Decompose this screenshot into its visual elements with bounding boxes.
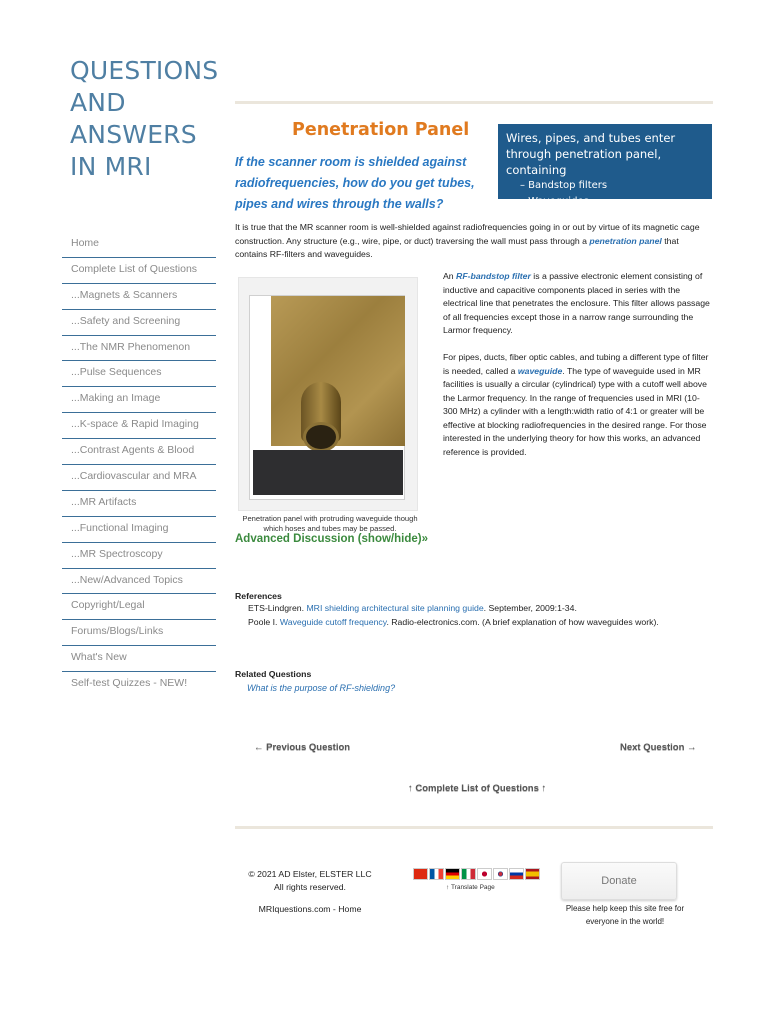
sidebar-item-quizzes[interactable]: Self-test Quizzes - NEW! bbox=[71, 677, 188, 690]
summary-bullet: – Bandstop filters bbox=[520, 180, 608, 191]
donate-note: Please help keep this site free for everyone in the world! bbox=[565, 904, 685, 926]
related-question-link[interactable]: What is the purpose of RF-shielding? bbox=[247, 683, 396, 693]
advanced-discussion-toggle[interactable]: Advanced Discussion (show/hide)» bbox=[235, 533, 428, 545]
summary-heading: Wires, pipes, and tubes enter through penetration panel, containing bbox=[506, 131, 676, 177]
sidebar-item-magnets[interactable]: ...Magnets & Scanners bbox=[62, 284, 216, 310]
penetration-panel-photo bbox=[238, 277, 418, 511]
reference-item: Poole I. Waveguide cutoff frequency. Radio-electronics.com. (A brief explanation of how waveguides work). bbox=[248, 617, 659, 627]
next-question-link[interactable]: Next Question → bbox=[620, 742, 697, 753]
sidebar-item-cardiovascular[interactable]: ...Cardiovascular and MRA bbox=[62, 465, 216, 491]
reference-link[interactable]: MRI shielding architectural site planning guide bbox=[306, 603, 484, 613]
sidebar-item-copyright[interactable]: Copyright/Legal bbox=[62, 594, 216, 620]
waveguide-link[interactable]: waveguide bbox=[517, 365, 563, 376]
sidebar-item-functional[interactable]: ...Functional Imaging bbox=[62, 517, 216, 543]
complete-list-link[interactable]: ↑ Complete List of Questions ↑ bbox=[408, 783, 547, 794]
bottom-divider bbox=[235, 826, 713, 829]
japanese-flag-icon[interactable] bbox=[477, 868, 492, 880]
references-heading: References bbox=[235, 591, 282, 601]
reference-link[interactable]: Waveguide cutoff frequency bbox=[279, 617, 387, 627]
related-questions-heading: Related Questions bbox=[235, 669, 312, 679]
french-flag-icon[interactable] bbox=[429, 868, 444, 880]
summary-bullet: – Waveguides bbox=[520, 196, 589, 207]
site-title-line: ANSWERS bbox=[70, 120, 197, 149]
sidebar-item-safety[interactable]: ...Safety and Screening bbox=[62, 310, 216, 336]
sidebar-item-advanced-topics[interactable]: ...New/Advanced Topics bbox=[62, 569, 216, 595]
sidebar-item-nmr[interactable]: ...The NMR Phenomenon bbox=[62, 336, 216, 362]
site-title-line: IN MRI bbox=[70, 152, 152, 181]
explanation-column bbox=[443, 270, 713, 473]
sidebar-item-spectroscopy[interactable]: ...MR Spectroscopy bbox=[62, 543, 216, 569]
site-title[interactable] bbox=[70, 55, 230, 183]
page-title: Penetration Panel bbox=[292, 120, 470, 140]
sidebar-item-pulse-sequences[interactable]: ...Pulse Sequences bbox=[62, 361, 216, 387]
penetration-panel-link[interactable]: penetration panel bbox=[589, 235, 662, 246]
donate-button[interactable]: Donate bbox=[561, 862, 677, 900]
korean-flag-icon[interactable] bbox=[493, 868, 508, 880]
chinese-flag-icon[interactable] bbox=[413, 868, 428, 880]
sidebar-item-forums[interactable]: Forums/Blogs/Links bbox=[62, 620, 216, 646]
bandstop-paragraph: An RF-bandstop filter is a passive electronic element consisting of inductive and capacitive components placed in series with the electrical line that penetrates the enclosure. This filter allows passage of all frequencies except those in a narrow range surrounding the Larmor frequency. bbox=[443, 271, 710, 335]
translate-page-label: ↑ Translate Page bbox=[446, 884, 495, 891]
intro-paragraph: It is true that the MR scanner room is well-shielded against radiofrequencies going in or out by virtue of its magnetic cage construction. Any structure (e.g., wire, pipe, or duct) traversing the wall must pass through a penetration panel that contains RF-filters and waveguides. bbox=[235, 222, 700, 259]
russian-flag-icon[interactable] bbox=[509, 868, 524, 880]
footer-home-link[interactable]: MRIquestions.com - Home bbox=[258, 904, 362, 914]
italian-flag-icon[interactable] bbox=[461, 868, 476, 880]
sidebar-item-home[interactable]: Home bbox=[62, 232, 216, 258]
previous-question-link[interactable]: ← Previous Question bbox=[254, 742, 351, 753]
sidebar-item-whats-new[interactable]: What's New bbox=[62, 646, 216, 672]
sidebar-item-making-image[interactable]: ...Making an Image bbox=[62, 387, 216, 413]
sidebar-nav bbox=[62, 232, 216, 698]
spanish-flag-icon[interactable] bbox=[525, 868, 540, 880]
language-flags bbox=[413, 868, 540, 880]
photo-caption: Penetration panel with protruding waveguide though which hoses and tubes may be passed. bbox=[242, 514, 418, 533]
reference-item: ETS-Lindgren. MRI shielding architectural site planning guide. September, 2009:1-34. bbox=[248, 603, 577, 613]
sidebar-item-artifacts[interactable]: ...MR Artifacts bbox=[62, 491, 216, 517]
sidebar-item-contrast[interactable]: ...Contrast Agents & Blood bbox=[62, 439, 216, 465]
waveguide-paragraph: For pipes, ducts, fiber optic cables, and tubing a different type of filter is needed, called a waveguide. The type of waveguide used in MR facilities is usually a circular (cylindrical) type with a cutoff well above the Larmor frequency. In the range of frequencies used in MRI (10-300 MHz) a cylinder with a length:width ratio of 4:1 or greater will be effective at blocking radiofrequencies in the desired range. For those interested in the underlying theory for how this works, an advanced reference is provided. bbox=[443, 352, 709, 457]
sidebar-item-complete-list[interactable]: Complete List of Questions bbox=[62, 258, 216, 284]
page-question: If the scanner room is shielded against radiofrequencies, how do you get tubes, pipes and wires through the walls? bbox=[235, 155, 475, 211]
german-flag-icon[interactable] bbox=[445, 868, 460, 880]
top-divider bbox=[235, 101, 713, 104]
waveguide-opening bbox=[303, 422, 339, 452]
summary-box bbox=[498, 124, 712, 207]
sidebar-item-kspace[interactable]: ...K-space & Rapid Imaging bbox=[62, 413, 216, 439]
rf-bandstop-filter-link[interactable]: RF-bandstop filter bbox=[456, 271, 531, 281]
site-title-line: QUESTIONS bbox=[70, 56, 219, 85]
site-title-line: AND bbox=[70, 88, 126, 117]
copyright-notice: © 2021 AD Elster, ELSTER LLC All rights reserved. bbox=[248, 869, 372, 892]
foam-base bbox=[253, 450, 403, 495]
